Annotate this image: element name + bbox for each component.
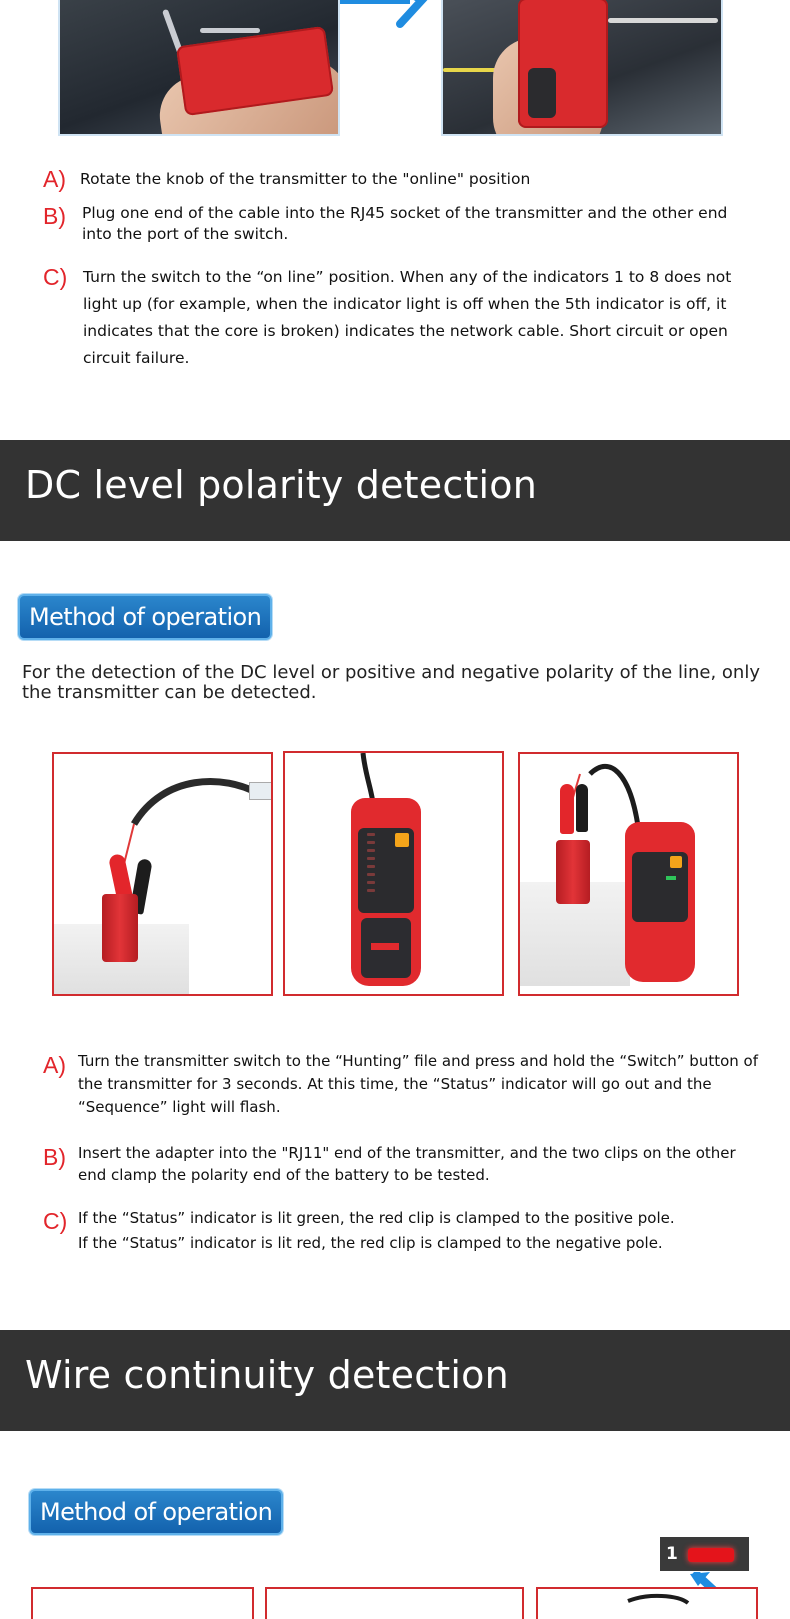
step-letter: C) [43, 264, 68, 290]
section-title: DC level polarity detection [25, 463, 538, 507]
dc-section-banner [0, 440, 790, 541]
indicator-inset [660, 1537, 749, 1571]
step-text: Turn the transmitter switch to the “Hunting” file and press and hold the “Switch” button of the transmitter for 3 seconds. At this time, the “Status” indicator will go out and the “Sequence” light will flash. [78, 1052, 759, 1116]
battery-clip-photo [52, 752, 273, 996]
indicator-led [688, 1548, 734, 1562]
dc-description: For the detection of the DC level or positive and negative polarity of the line, only the transmitter can be detected. [22, 662, 760, 703]
wire-section-banner [0, 1330, 790, 1431]
section-title: Wire continuity detection [25, 1353, 509, 1397]
method-of-operation-label: Method of operation [29, 1489, 283, 1535]
wire-photo-2 [265, 1587, 524, 1619]
step-text: Rotate the knob of the transmitter to the "online" position [80, 170, 531, 188]
wire-photo-1 [31, 1587, 254, 1619]
step-text: Turn the switch to the “on line” position. When any of the indicators 1 to 8 does not light up (for example, when the indicator light is off when the 5th indicator is off, it indicates that the core is broken) indicates the network cable. Short circuit or open circuit failure. [83, 268, 732, 367]
step-letter: B) [43, 1144, 66, 1170]
step-text: Insert the adapter into the "RJ11" end of the transmitter, and the two clips on the other end clamp the polarity end of the battery to be tested. [78, 1144, 736, 1184]
step-text: If the “Status” indicator is lit green, the red clip is clamped to the positive pole. If the “Status” indicator is lit red, the red clip is clamped to the negative pole. [78, 1209, 675, 1252]
wire-photo-3 [536, 1587, 758, 1619]
transmitter-battery-photo [518, 752, 739, 996]
step-letter: A) [43, 1052, 66, 1078]
arrow-right-icon [340, 0, 436, 30]
transmitter-knob-photo [58, 0, 340, 136]
step-letter: C) [43, 1208, 68, 1234]
method-of-operation-label: Method of operation [18, 594, 272, 640]
indicator-number: 1 [666, 1544, 678, 1564]
switch-port-photo [441, 0, 723, 136]
transmitter-front-photo [283, 751, 504, 996]
step-letter: B) [43, 203, 66, 229]
step-text: Plug one end of the cable into the RJ45 socket of the transmitter and the other end into the port of the switch. [82, 204, 728, 243]
step-letter: A) [43, 166, 66, 192]
